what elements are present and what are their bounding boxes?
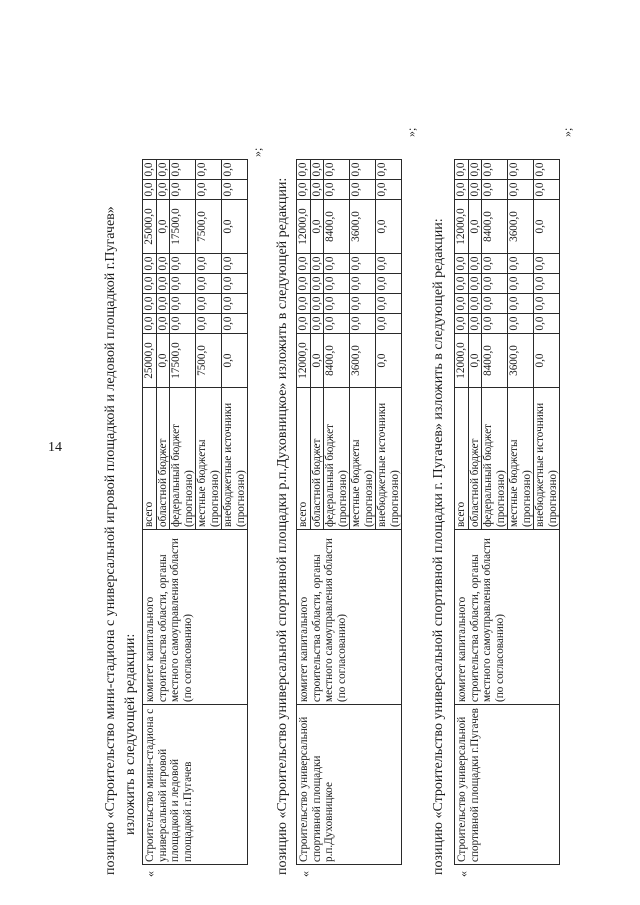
amount-cell: 3600,0 — [350, 334, 376, 388]
executor: комитет капитального строительства области, органы местного самоуправления области (по согласованию) — [455, 530, 560, 705]
amount-cell: 0,0 — [468, 200, 482, 254]
amount-cell: 0,0 — [222, 254, 248, 274]
amount-cell: 0,0 — [222, 314, 248, 334]
amount-cell: 0,0 — [534, 274, 560, 294]
funding-source: внебюджетные источники (прогнозно) — [222, 388, 248, 530]
amount-cell: 0,0 — [350, 180, 376, 200]
funding-source: федеральный бюджет (прогнозно) — [324, 388, 350, 530]
section-3-table — [454, 159, 560, 865]
amount-cell: 0,0 — [310, 160, 324, 180]
section-2-close-quote: »; — [404, 127, 418, 137]
funding-source: внебюджетные источники (прогнозно) — [376, 388, 402, 530]
amount-cell: 8400,0 — [324, 334, 350, 388]
amount-cell: 0,0 — [508, 160, 534, 180]
amount-cell: 0,0 — [324, 294, 350, 314]
amount-cell: 0,0 — [170, 314, 196, 334]
amount-cell: 0,0 — [468, 160, 482, 180]
amount-cell: 0,0 — [468, 314, 482, 334]
section-1-table — [142, 159, 248, 865]
amount-cell: 0,0 — [310, 334, 324, 388]
amount-cell: 0,0 — [143, 254, 157, 274]
amount-cell: 0,0 — [297, 180, 311, 200]
amount-cell: 0,0 — [196, 180, 222, 200]
amount-cell: 0,0 — [482, 160, 508, 180]
funding-source: областной бюджет — [468, 388, 482, 530]
amount-cell: 0,0 — [350, 254, 376, 274]
amount-cell: 0,0 — [455, 314, 469, 334]
amount-cell: 8400,0 — [324, 200, 350, 254]
amount-cell: 0,0 — [468, 294, 482, 314]
amount-cell: 12000,0 — [297, 200, 311, 254]
amount-cell: 8400,0 — [482, 334, 508, 388]
amount-cell: 0,0 — [508, 254, 534, 274]
section-1-intro-line2: изложить в следующей редакции: — [123, 633, 138, 835]
amount-cell: 0,0 — [376, 254, 402, 274]
amount-cell: 0,0 — [143, 274, 157, 294]
amount-cell: 0,0 — [156, 294, 170, 314]
amount-cell: 0,0 — [156, 314, 170, 334]
amount-cell: 0,0 — [324, 254, 350, 274]
funding-source: областной бюджет — [156, 388, 170, 530]
amount-cell: 0,0 — [376, 160, 402, 180]
amount-cell: 0,0 — [534, 334, 560, 388]
funding-source: федеральный бюджет (прогнозно) — [482, 388, 508, 530]
amount-cell: 0,0 — [196, 274, 222, 294]
amount-cell: 0,0 — [222, 334, 248, 388]
amount-cell: 0,0 — [455, 160, 469, 180]
amount-cell: 0,0 — [297, 160, 311, 180]
table-row — [297, 160, 311, 865]
amount-cell: 0,0 — [455, 274, 469, 294]
amount-cell: 3600,0 — [508, 200, 534, 254]
amount-cell: 0,0 — [508, 314, 534, 334]
amount-cell: 7500,0 — [196, 200, 222, 254]
section-3-open-quote: « — [456, 871, 470, 877]
section-1-close-quote: »; — [250, 147, 264, 157]
amount-cell: 0,0 — [376, 200, 402, 254]
amount-cell: 0,0 — [468, 254, 482, 274]
amount-cell: 0,0 — [143, 180, 157, 200]
amount-cell: 0,0 — [297, 314, 311, 334]
section-2-intro: позицию «Строительство универсальной спортивной площадки р.п.Духовницкое» изложить в следующей редакции: — [275, 177, 290, 875]
funding-source: федеральный бюджет (прогнозно) — [170, 388, 196, 530]
amount-cell: 0,0 — [156, 254, 170, 274]
amount-cell: 0,0 — [350, 314, 376, 334]
amount-cell: 17500,0 — [170, 200, 196, 254]
page-number: 14 — [48, 440, 62, 455]
amount-cell: 0,0 — [376, 294, 402, 314]
funding-source: местные бюджеты (прогнозно) — [508, 388, 534, 530]
amount-cell: 0,0 — [156, 180, 170, 200]
amount-cell: 0,0 — [310, 274, 324, 294]
amount-cell: 0,0 — [350, 294, 376, 314]
section-3-intro: позицию «Строительство универсальной спортивной площадки г. Пугачев» изложить в следующей редакции: — [431, 218, 446, 875]
amount-cell: 0,0 — [196, 314, 222, 334]
amount-cell: 0,0 — [297, 274, 311, 294]
amount-cell: 0,0 — [324, 274, 350, 294]
funding-source: всего — [455, 388, 469, 530]
amount-cell: 0,0 — [534, 294, 560, 314]
amount-cell: 0,0 — [455, 254, 469, 274]
amount-cell: 0,0 — [297, 254, 311, 274]
measure-name: Строительство мини-стадиона с универсальной игровой площадкой и ледовой площадкой г.Пугачев — [143, 705, 248, 865]
amount-cell: 0,0 — [482, 254, 508, 274]
measure-name: Строительство универсальной спортивной площадки г.Пугачев — [455, 705, 560, 865]
amount-cell: 0,0 — [170, 180, 196, 200]
amount-cell: 0,0 — [324, 314, 350, 334]
amount-cell: 0,0 — [156, 160, 170, 180]
amount-cell: 0,0 — [222, 160, 248, 180]
funding-source: местные бюджеты (прогнозно) — [196, 388, 222, 530]
amount-cell: 8400,0 — [482, 200, 508, 254]
executor: комитет капитального строительства области, органы местного самоуправления области (по согласованию) — [143, 530, 248, 705]
executor: комитет капитального строительства области, органы местного самоуправления области (по согласованию) — [297, 530, 402, 705]
amount-cell: 0,0 — [156, 200, 170, 254]
amount-cell: 0,0 — [468, 274, 482, 294]
amount-cell: 0,0 — [324, 160, 350, 180]
funding-source: внебюджетные источники (прогнозно) — [534, 388, 560, 530]
amount-cell: 0,0 — [482, 180, 508, 200]
amount-cell: 0,0 — [222, 180, 248, 200]
amount-cell: 0,0 — [508, 274, 534, 294]
amount-cell: 0,0 — [310, 200, 324, 254]
section-2-open-quote: « — [298, 871, 312, 877]
amount-cell: 0,0 — [482, 314, 508, 334]
amount-cell: 0,0 — [156, 274, 170, 294]
amount-cell: 0,0 — [534, 160, 560, 180]
amount-cell: 0,0 — [482, 274, 508, 294]
amount-cell: 0,0 — [376, 334, 402, 388]
amount-cell: 12000,0 — [455, 334, 469, 388]
table-row — [455, 160, 469, 865]
amount-cell: 7500,0 — [196, 334, 222, 388]
section-2-table — [296, 159, 402, 865]
amount-cell: 0,0 — [196, 254, 222, 274]
section-1-open-quote: « — [143, 871, 157, 877]
amount-cell: 25000,0 — [143, 334, 157, 388]
amount-cell: 12000,0 — [297, 334, 311, 388]
amount-cell: 0,0 — [170, 294, 196, 314]
amount-cell: 12000,0 — [455, 200, 469, 254]
amount-cell: 0,0 — [170, 274, 196, 294]
amount-cell: 0,0 — [534, 314, 560, 334]
amount-cell: 0,0 — [310, 180, 324, 200]
section-1-intro-line1: позицию «Строительство мини-стадиона с универсальной игровой площадкой и ледовой площадкой г.Пугачев» — [103, 206, 118, 875]
amount-cell: 0,0 — [534, 180, 560, 200]
amount-cell: 0,0 — [508, 294, 534, 314]
funding-source: всего — [143, 388, 157, 530]
funding-source: всего — [297, 388, 311, 530]
amount-cell: 0,0 — [455, 180, 469, 200]
amount-cell: 0,0 — [350, 160, 376, 180]
funding-source: областной бюджет — [310, 388, 324, 530]
amount-cell: 0,0 — [143, 160, 157, 180]
amount-cell: 25000,0 — [143, 200, 157, 254]
amount-cell: 0,0 — [222, 274, 248, 294]
amount-cell: 0,0 — [350, 274, 376, 294]
amount-cell: 17500,0 — [170, 334, 196, 388]
amount-cell: 0,0 — [534, 200, 560, 254]
amount-cell: 0,0 — [170, 254, 196, 274]
amount-cell: 3600,0 — [350, 200, 376, 254]
amount-cell: 3600,0 — [508, 334, 534, 388]
amount-cell: 0,0 — [143, 294, 157, 314]
amount-cell: 0,0 — [376, 314, 402, 334]
amount-cell: 0,0 — [222, 294, 248, 314]
amount-cell: 0,0 — [222, 200, 248, 254]
amount-cell: 0,0 — [324, 180, 350, 200]
amount-cell: 0,0 — [468, 180, 482, 200]
section-3-close-quote: »; — [560, 127, 574, 137]
amount-cell: 0,0 — [482, 294, 508, 314]
amount-cell: 0,0 — [196, 294, 222, 314]
funding-source: местные бюджеты (прогнозно) — [350, 388, 376, 530]
amount-cell: 0,0 — [310, 314, 324, 334]
amount-cell: 0,0 — [156, 334, 170, 388]
amount-cell: 0,0 — [143, 314, 157, 334]
amount-cell: 0,0 — [196, 160, 222, 180]
amount-cell: 0,0 — [376, 274, 402, 294]
amount-cell: 0,0 — [297, 294, 311, 314]
amount-cell: 0,0 — [468, 334, 482, 388]
amount-cell: 0,0 — [508, 180, 534, 200]
table-row — [143, 160, 157, 865]
amount-cell: 0,0 — [455, 294, 469, 314]
amount-cell: 0,0 — [310, 254, 324, 274]
amount-cell: 0,0 — [534, 254, 560, 274]
amount-cell: 0,0 — [310, 294, 324, 314]
amount-cell: 0,0 — [376, 180, 402, 200]
measure-name: Строительство универсальной спортивной площадки р.п.Духовницкое — [297, 705, 402, 865]
amount-cell: 0,0 — [170, 160, 196, 180]
